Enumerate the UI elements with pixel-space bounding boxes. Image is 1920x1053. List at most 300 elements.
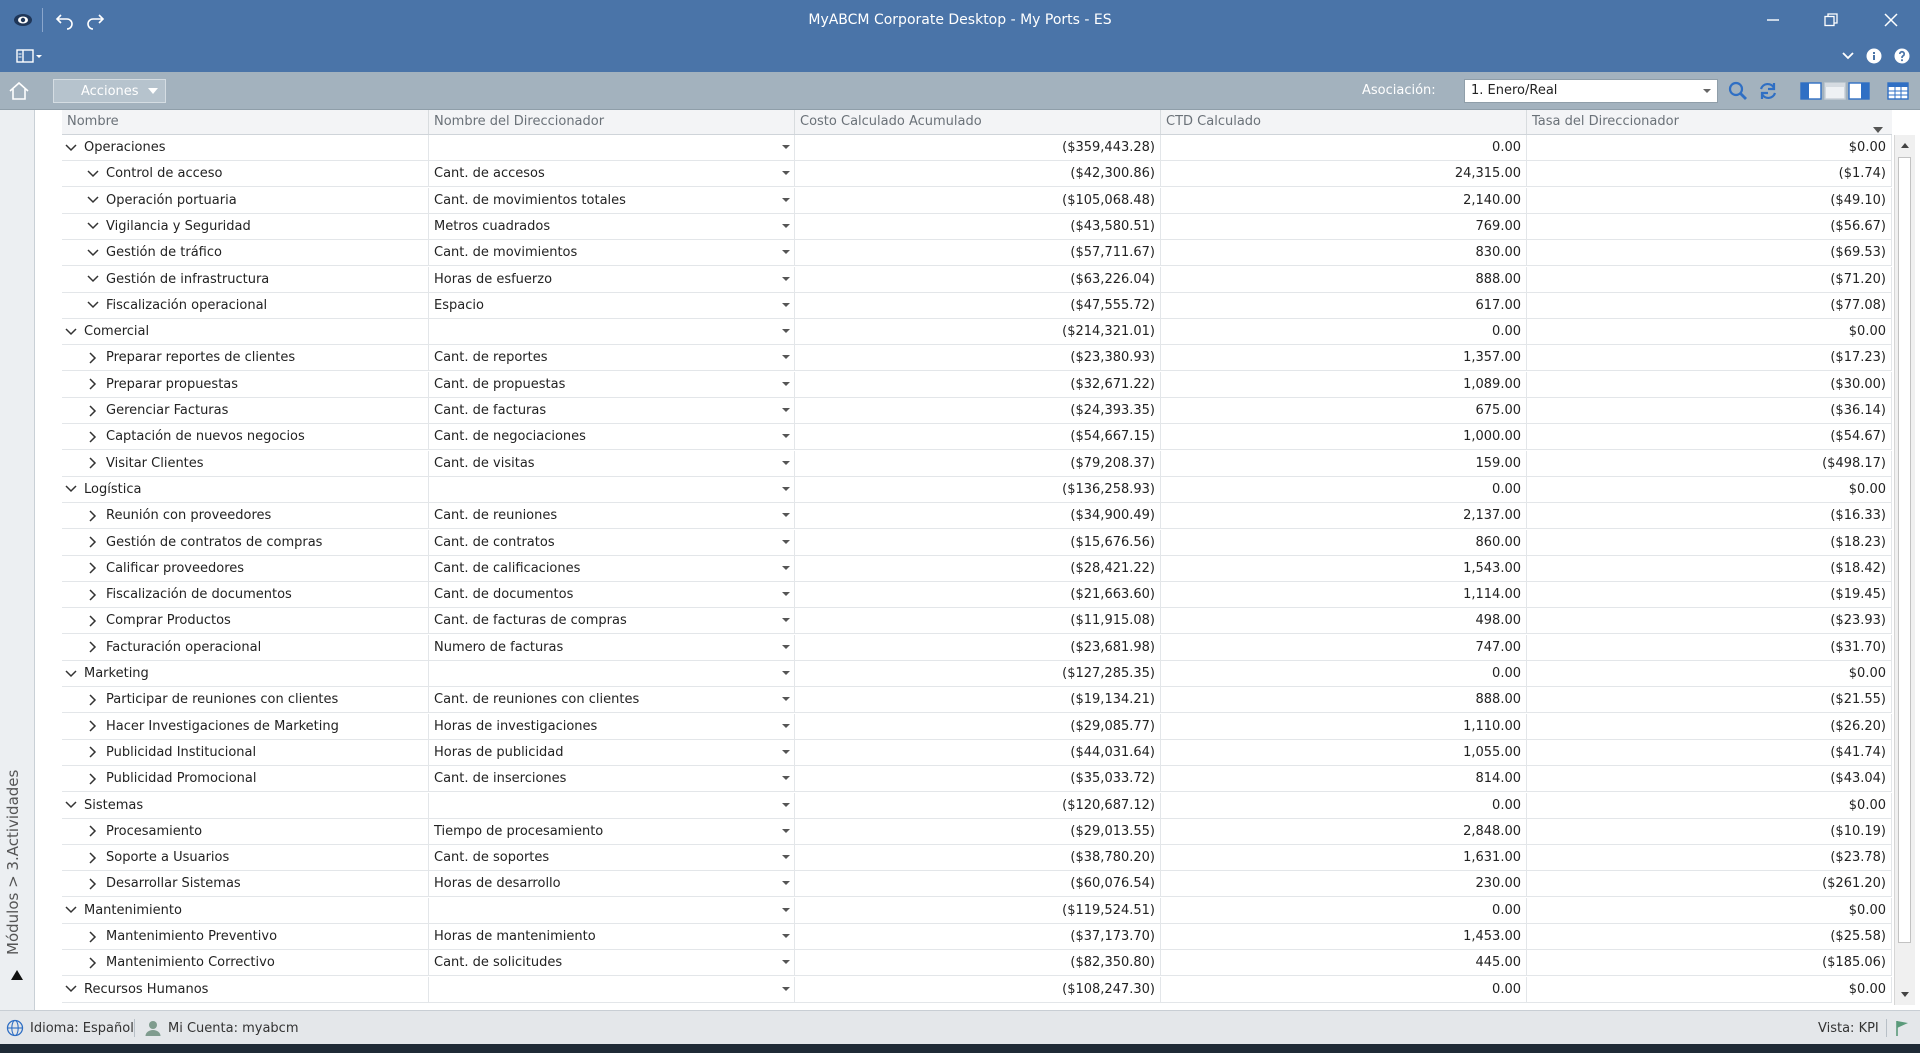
name-cell[interactable] — [62, 530, 429, 555]
driver-value: Cant. de negociaciones — [434, 429, 586, 445]
table-row[interactable] — [62, 503, 1892, 529]
user-icon — [144, 1019, 162, 1037]
caret-down-icon — [782, 487, 790, 491]
chevron-right-icon[interactable] — [84, 398, 102, 423]
chevron-right-icon[interactable] — [84, 845, 102, 870]
chevron-right-icon[interactable] — [84, 503, 102, 528]
close-icon[interactable] — [1876, 0, 1906, 40]
chevron-down-icon[interactable] — [1838, 40, 1858, 72]
driver-dropdown[interactable] — [429, 950, 795, 975]
chevron-right-icon[interactable] — [84, 608, 102, 633]
driver-dropdown[interactable] — [429, 372, 795, 397]
caret-down-icon — [782, 592, 790, 596]
driver-dropdown[interactable] — [429, 898, 795, 923]
cost-cell: ($79,208.37) — [795, 451, 1161, 476]
table-row[interactable] — [62, 582, 1892, 608]
table-row[interactable] — [62, 424, 1892, 450]
row-name: Captación de nuevos negocios — [106, 429, 305, 445]
table-row[interactable] — [62, 950, 1892, 976]
name-cell[interactable] — [62, 977, 429, 1002]
table-row[interactable] — [62, 687, 1892, 713]
cost-cell: ($43,580.51) — [795, 214, 1161, 239]
driver-dropdown[interactable] — [429, 740, 795, 765]
name-cell[interactable] — [62, 924, 429, 949]
row-name: Procesamiento — [106, 823, 203, 839]
chevron-down-icon[interactable] — [84, 240, 102, 265]
name-cell[interactable] — [62, 898, 429, 923]
driver-dropdown[interactable] — [429, 845, 795, 870]
row-name: Visitar Clientes — [106, 455, 204, 471]
table-row[interactable] — [62, 635, 1892, 661]
name-cell[interactable] — [62, 161, 429, 186]
rate-cell: ($16.33) — [1527, 503, 1892, 528]
driver-dropdown[interactable] — [429, 819, 795, 844]
chevron-right-icon[interactable] — [84, 345, 102, 370]
driver-dropdown[interactable] — [429, 687, 795, 712]
row-name: Publicidad Promocional — [106, 771, 257, 787]
row-name: Marketing — [84, 666, 149, 681]
rate-cell: ($49.10) — [1527, 188, 1892, 213]
column-header-rate[interactable] — [1527, 110, 1892, 134]
name-cell[interactable] — [62, 556, 429, 581]
caret-down-icon — [782, 329, 790, 333]
row-name: Gestión de infrastructura — [106, 271, 270, 287]
row-name: Control de acceso — [106, 166, 223, 182]
app-logo-icon[interactable] — [10, 0, 36, 40]
chevron-right-icon[interactable] — [84, 635, 102, 660]
caret-down-icon — [782, 829, 790, 833]
chevron-right-icon[interactable] — [84, 424, 102, 449]
driver-dropdown[interactable] — [429, 714, 795, 739]
name-cell[interactable] — [62, 477, 429, 502]
table-row[interactable] — [62, 740, 1892, 766]
name-cell[interactable] — [62, 345, 429, 370]
table-row[interactable] — [62, 924, 1892, 950]
cost-cell: ($11,915.08) — [795, 608, 1161, 633]
table-row[interactable] — [62, 214, 1892, 240]
caret-down-icon — [782, 277, 790, 281]
driver-dropdown[interactable] — [429, 530, 795, 555]
driver-value: Tiempo de procesamiento — [434, 823, 604, 839]
cost-cell: ($82,350.80) — [795, 950, 1161, 975]
name-cell[interactable] — [62, 766, 429, 791]
ctd-cell: 1,089.00 — [1161, 372, 1527, 397]
view-status[interactable] — [1818, 1011, 1879, 1045]
name-cell[interactable] — [62, 319, 429, 344]
chevron-down-icon[interactable] — [62, 898, 80, 923]
driver-value: Horas de esfuerzo — [434, 271, 553, 287]
rate-cell: ($21.55) — [1527, 687, 1892, 712]
chevron-down-icon[interactable] — [62, 135, 80, 160]
rate-cell: ($185.06) — [1527, 950, 1892, 975]
group-row[interactable] — [62, 135, 1892, 161]
driver-value: Cant. de movimientos totales — [434, 192, 626, 208]
row-name: Reunión con proveedores — [106, 508, 272, 524]
rate-cell: ($19.45) — [1527, 582, 1892, 607]
driver-dropdown[interactable] — [429, 240, 795, 265]
row-name: Preparar reportes de clientes — [106, 350, 296, 366]
driver-dropdown[interactable] — [429, 293, 795, 318]
driver-dropdown[interactable] — [429, 188, 795, 213]
row-name: Comercial — [84, 324, 150, 340]
ctd-cell: 24,315.00 — [1161, 161, 1527, 186]
title-separator — [42, 8, 43, 32]
ctd-cell: 1,000.00 — [1161, 424, 1527, 449]
row-name: Publicidad Institucional — [106, 744, 257, 760]
rate-cell: $0.00 — [1527, 319, 1892, 344]
rate-cell: ($17.23) — [1527, 345, 1892, 370]
row-name: Recursos Humanos — [84, 981, 209, 997]
chevron-down-icon[interactable] — [84, 267, 102, 292]
language-text: Idioma: Español — [30, 1020, 134, 1036]
name-cell[interactable] — [62, 793, 429, 818]
chevron-right-icon[interactable] — [84, 871, 102, 896]
table-row[interactable] — [62, 871, 1892, 897]
driver-dropdown[interactable] — [429, 635, 795, 660]
cost-cell: ($63,226.04) — [795, 267, 1161, 292]
chevron-right-icon[interactable] — [84, 372, 102, 397]
association-label: Asociación: — [1362, 83, 1436, 98]
account-status[interactable] — [144, 1011, 298, 1045]
grid-view-icon[interactable] — [1886, 79, 1910, 103]
association-select[interactable] — [1464, 79, 1718, 103]
title-bar — [0, 0, 1920, 40]
caret-down-icon — [782, 908, 790, 912]
chevron-right-icon[interactable] — [84, 740, 102, 765]
driver-value: Cant. de inserciones — [434, 771, 567, 787]
undo-icon[interactable] — [52, 0, 78, 40]
table-row[interactable] — [62, 372, 1892, 398]
driver-value: Cant. de solicitudes — [434, 955, 563, 971]
chevron-down-icon[interactable] — [62, 661, 80, 686]
minimize-icon[interactable] — [1758, 0, 1788, 40]
panel-toggle-icon[interactable] — [12, 40, 48, 72]
row-name: Hacer Investigaciones de Marketing — [106, 718, 339, 734]
row-name: Gestión de contratos de compras — [106, 534, 323, 550]
driver-dropdown[interactable] — [429, 766, 795, 791]
caret-down-icon — [782, 145, 790, 149]
name-cell[interactable] — [62, 214, 429, 239]
ctd-cell: 0.00 — [1161, 898, 1527, 923]
rate-cell: ($10.19) — [1527, 819, 1892, 844]
name-cell[interactable] — [62, 582, 429, 607]
layout-left-icon[interactable] — [1799, 79, 1823, 103]
column-header-driver[interactable]: Nombre del Direccionador — [429, 110, 795, 134]
chevron-right-icon[interactable] — [84, 924, 102, 949]
layout-right-icon[interactable] — [1847, 79, 1871, 103]
group-row[interactable] — [62, 319, 1892, 345]
driver-value: Cant. de reportes — [434, 350, 548, 366]
name-cell[interactable] — [62, 240, 429, 265]
vertical-scrollbar[interactable] — [1894, 135, 1915, 1005]
cost-cell: ($214,321.01) — [795, 319, 1161, 344]
driver-value: Metros cuadrados — [434, 218, 551, 234]
rate-cell: $0.00 — [1527, 898, 1892, 923]
cost-cell: ($359,443.28) — [795, 135, 1161, 160]
caret-down-icon — [782, 461, 790, 465]
ctd-cell: 230.00 — [1161, 871, 1527, 896]
table-row[interactable] — [62, 556, 1892, 582]
name-cell[interactable] — [62, 819, 429, 844]
table-row[interactable] — [62, 240, 1892, 266]
cost-cell: ($28,421.22) — [795, 556, 1161, 581]
name-cell[interactable] — [62, 687, 429, 712]
ctd-cell: 0.00 — [1161, 661, 1527, 686]
cost-cell: ($108,247.30) — [795, 977, 1161, 1002]
chevron-right-icon[interactable] — [84, 530, 102, 555]
ctd-cell: 830.00 — [1161, 240, 1527, 265]
driver-dropdown[interactable] — [429, 608, 795, 633]
driver-dropdown[interactable] — [429, 451, 795, 476]
column-header-cost[interactable]: Costo Calculado Acumulado — [795, 110, 1161, 134]
ctd-cell: 1,055.00 — [1161, 740, 1527, 765]
driver-value: Horas de publicidad — [434, 744, 564, 760]
caret-down-icon — [782, 303, 790, 307]
cost-cell: ($29,085.77) — [795, 714, 1161, 739]
name-cell[interactable] — [62, 293, 429, 318]
group-row[interactable] — [62, 977, 1892, 1003]
rate-cell: ($36.14) — [1527, 398, 1892, 423]
group-row[interactable] — [62, 898, 1892, 924]
ctd-cell: 888.00 — [1161, 267, 1527, 292]
driver-value: Cant. de accesos — [434, 166, 545, 182]
name-cell[interactable] — [62, 871, 429, 896]
driver-value: Horas de desarrollo — [434, 876, 561, 892]
row-name: Mantenimiento Preventivo — [106, 929, 278, 944]
status-separator — [1886, 1019, 1887, 1037]
driver-dropdown[interactable] — [429, 477, 795, 502]
ctd-cell: 445.00 — [1161, 950, 1527, 975]
chevron-right-icon[interactable] — [84, 451, 102, 476]
driver-value: Cant. de visitas — [434, 455, 535, 471]
driver-dropdown[interactable] — [429, 871, 795, 896]
redo-icon[interactable] — [82, 0, 108, 40]
table-row[interactable] — [62, 530, 1892, 556]
caret-down-icon — [782, 960, 790, 964]
ribbon-bar — [0, 40, 1920, 72]
table-row[interactable] — [62, 398, 1892, 424]
refresh-icon[interactable] — [1756, 79, 1780, 103]
rate-cell: ($498.17) — [1527, 451, 1892, 476]
chevron-down-icon[interactable] — [84, 214, 102, 239]
name-cell[interactable] — [62, 608, 429, 633]
driver-dropdown[interactable] — [429, 398, 795, 423]
driver-dropdown[interactable] — [429, 267, 795, 292]
cost-cell: ($57,711.67) — [795, 240, 1161, 265]
row-name: Fiscalización operacional — [106, 297, 268, 313]
driver-dropdown[interactable] — [429, 214, 795, 239]
caret-down-icon — [782, 618, 790, 622]
row-name: Logística — [84, 481, 142, 497]
group-row[interactable] — [62, 793, 1892, 819]
name-cell[interactable] — [62, 845, 429, 870]
cost-cell: ($60,076.54) — [795, 871, 1161, 896]
ctd-cell: 617.00 — [1161, 293, 1527, 318]
caret-down-icon — [782, 803, 790, 807]
table-row[interactable] — [62, 267, 1892, 293]
driver-dropdown[interactable] — [429, 977, 795, 1002]
table-row[interactable] — [62, 819, 1892, 845]
name-cell[interactable] — [62, 740, 429, 765]
caret-down-icon — [782, 382, 790, 386]
cost-cell: ($29,013.55) — [795, 819, 1161, 844]
home-icon[interactable] — [6, 78, 32, 104]
chevron-down-icon[interactable] — [62, 477, 80, 502]
caret-down-icon — [782, 750, 790, 754]
row-name: Sistemas — [84, 797, 144, 813]
row-name: Calificar proveedores — [106, 560, 245, 576]
driver-dropdown[interactable] — [429, 793, 795, 818]
rate-cell: ($25.58) — [1527, 924, 1892, 949]
chevron-right-icon[interactable] — [84, 714, 102, 739]
group-row[interactable] — [62, 477, 1892, 503]
row-name: Preparar propuestas — [106, 376, 239, 392]
chevron-down-icon[interactable] — [62, 793, 80, 818]
row-name: Gestión de tráfico — [106, 245, 222, 261]
driver-value: Cant. de facturas — [434, 403, 547, 418]
name-cell[interactable] — [62, 135, 429, 160]
chevron-down-icon[interactable] — [84, 188, 102, 213]
name-cell[interactable] — [62, 188, 429, 213]
rate-cell: ($56.67) — [1527, 214, 1892, 239]
caret-down-icon — [782, 645, 790, 649]
driver-value: Cant. de soportes — [434, 850, 550, 866]
cost-cell: ($37,173.70) — [795, 924, 1161, 949]
table-row[interactable] — [62, 608, 1892, 634]
driver-dropdown[interactable] — [429, 345, 795, 370]
driver-value: Cant. de calificaciones — [434, 560, 581, 576]
status-separator — [134, 1019, 135, 1037]
caret-down-icon — [782, 776, 790, 780]
chevron-down-icon[interactable] — [84, 293, 102, 318]
name-cell[interactable] — [62, 398, 429, 423]
ctd-cell: 860.00 — [1161, 530, 1527, 555]
caret-down-icon — [146, 84, 160, 102]
caret-down-icon — [782, 250, 790, 254]
flag-icon[interactable] — [1894, 1011, 1910, 1045]
cost-cell: ($34,900.49) — [795, 503, 1161, 528]
driver-dropdown[interactable] — [429, 161, 795, 186]
chevron-down-icon[interactable] — [62, 319, 80, 344]
row-name: Participar de reuniones con clientes — [106, 692, 339, 708]
table-row[interactable] — [62, 161, 1892, 187]
name-cell[interactable] — [62, 424, 429, 449]
name-cell[interactable] — [62, 372, 429, 397]
driver-value: Horas de mantenimiento — [434, 929, 596, 944]
cost-cell: ($54,667.15) — [795, 424, 1161, 449]
driver-dropdown[interactable] — [429, 424, 795, 449]
caret-down-icon — [782, 671, 790, 675]
table-row[interactable] — [62, 293, 1892, 319]
caret-down-icon — [782, 697, 790, 701]
row-name: Fiscalización de documentos — [106, 587, 292, 603]
cost-cell: ($127,285.35) — [795, 661, 1161, 686]
panel-expand-icon[interactable] — [9, 967, 25, 983]
chevron-down-icon[interactable] — [62, 977, 80, 1002]
name-cell[interactable] — [62, 714, 429, 739]
driver-value: Espacio — [434, 297, 484, 313]
help-icon[interactable] — [1892, 40, 1912, 72]
globe-icon — [6, 1019, 24, 1037]
scroll-up-icon[interactable] — [1897, 137, 1913, 153]
chevron-right-icon[interactable] — [84, 687, 102, 712]
ctd-cell: 0.00 — [1161, 477, 1527, 502]
table-row[interactable] — [62, 845, 1892, 871]
row-name: Vigilancia y Seguridad — [106, 218, 251, 234]
column-header-ctd[interactable]: CTD Calculado — [1161, 110, 1527, 134]
table-row[interactable] — [62, 188, 1892, 214]
table-row[interactable] — [62, 766, 1892, 792]
name-cell[interactable] — [62, 267, 429, 292]
group-row[interactable] — [62, 661, 1892, 687]
rate-cell: ($69.53) — [1527, 240, 1892, 265]
table-row[interactable] — [62, 714, 1892, 740]
ctd-cell: 498.00 — [1161, 608, 1527, 633]
restore-icon[interactable] — [1816, 0, 1846, 40]
ctd-cell: 1,110.00 — [1161, 714, 1527, 739]
chevron-right-icon[interactable] — [84, 556, 102, 581]
column-header-rate-label: Tasa del Direccionador — [1532, 114, 1679, 129]
rate-cell: ($54.67) — [1527, 424, 1892, 449]
name-cell[interactable] — [62, 451, 429, 476]
chevron-right-icon[interactable] — [84, 582, 102, 607]
ctd-cell: 1,543.00 — [1161, 556, 1527, 581]
driver-value: Cant. de reuniones con clientes — [434, 692, 640, 708]
actions-button[interactable] — [53, 79, 166, 103]
chevron-down-icon[interactable] — [84, 161, 102, 186]
table-row[interactable] — [62, 451, 1892, 477]
name-cell[interactable] — [62, 950, 429, 975]
layout-center-icon[interactable] — [1823, 79, 1847, 103]
driver-dropdown[interactable] — [429, 924, 795, 949]
driver-dropdown[interactable] — [429, 556, 795, 581]
driver-dropdown[interactable] — [429, 582, 795, 607]
rate-cell: ($18.23) — [1527, 530, 1892, 555]
chevron-right-icon[interactable] — [84, 950, 102, 975]
rate-cell: ($77.08) — [1527, 293, 1892, 318]
name-cell[interactable] — [62, 635, 429, 660]
search-icon[interactable] — [1726, 79, 1750, 103]
driver-dropdown[interactable] — [429, 661, 795, 686]
column-header-name[interactable]: Nombre — [62, 110, 429, 134]
driver-dropdown[interactable] — [429, 503, 795, 528]
chevron-right-icon[interactable] — [84, 819, 102, 844]
driver-value: Horas de investigaciones — [434, 718, 598, 734]
name-cell[interactable] — [62, 661, 429, 686]
cost-cell: ($19,134.21) — [795, 687, 1161, 712]
name-cell[interactable] — [62, 503, 429, 528]
rate-cell: ($1.74) — [1527, 161, 1892, 186]
language-status[interactable] — [6, 1011, 134, 1045]
cost-cell: ($119,524.51) — [795, 898, 1161, 923]
driver-dropdown[interactable] — [429, 135, 795, 160]
rate-cell: ($23.93) — [1527, 608, 1892, 633]
scrollbar-thumb[interactable] — [1898, 157, 1911, 943]
driver-dropdown[interactable] — [429, 319, 795, 344]
table-row[interactable] — [62, 345, 1892, 371]
ctd-cell: 675.00 — [1161, 398, 1527, 423]
info-icon[interactable] — [1864, 40, 1884, 72]
ctd-cell: 814.00 — [1161, 766, 1527, 791]
caret-down-icon — [782, 934, 790, 938]
scroll-down-icon[interactable] — [1897, 987, 1913, 1003]
module-breadcrumb-text: Módulos > 3.Actividades — [4, 769, 22, 955]
rate-cell: ($43.04) — [1527, 766, 1892, 791]
row-name: Operaciones — [84, 140, 166, 155]
chevron-right-icon[interactable] — [84, 766, 102, 791]
cost-cell: ($44,031.64) — [795, 740, 1161, 765]
row-name: Facturación operacional — [106, 639, 262, 655]
